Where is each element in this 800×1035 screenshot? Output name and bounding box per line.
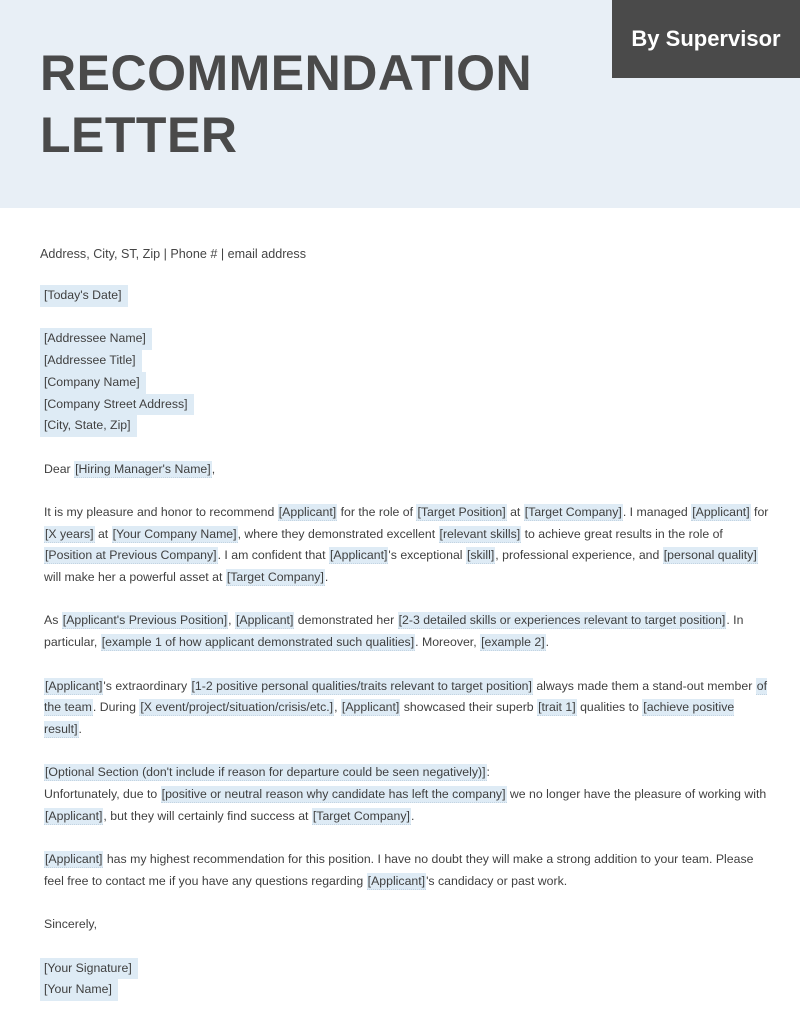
text: : — [486, 765, 490, 780]
salutation — [40, 459, 770, 481]
paragraph-1 — [40, 502, 770, 589]
text: 's extraordinary — [103, 678, 191, 693]
text: . Moreover, — [415, 635, 481, 650]
result-placeholder[interactable]: [achieve positive result] — [44, 700, 735, 736]
signature-placeholder[interactable]: [Your Signature] — [40, 958, 138, 980]
example-1-placeholder[interactable]: [example 1 of how applicant demonstrated such qualities] — [101, 635, 415, 650]
salutation-prefix: Dear — [44, 461, 75, 476]
text: Unfortunately, due to — [44, 787, 161, 802]
hiring-manager-placeholder[interactable]: [Hiring Manager's Name] — [75, 461, 211, 476]
paragraph-2 — [40, 610, 770, 653]
example-2-placeholder[interactable]: [example 2] — [481, 635, 545, 650]
title-line-1: RECOMMENDATION — [40, 45, 533, 101]
your-company-placeholder[interactable]: [Your Company Name] — [112, 526, 237, 541]
company-name-placeholder[interactable]: [Company Name] — [40, 372, 146, 394]
applicant-placeholder[interactable]: [Applicant] — [329, 548, 388, 563]
personal-qualities-placeholder[interactable]: [1-2 positive personal qualities/traits relevant to target position] — [191, 678, 532, 693]
text: , where they demonstrated excellent — [237, 526, 439, 541]
letter-body — [40, 244, 770, 1001]
text: always made them a stand-out member — [532, 678, 756, 693]
text: at — [506, 504, 524, 519]
text: , — [334, 700, 341, 715]
text: at — [94, 526, 112, 541]
date-placeholder[interactable]: [Today's Date] — [40, 285, 128, 307]
trait-placeholder[interactable]: [trait 1] — [538, 700, 576, 715]
applicant-placeholder[interactable]: [Applicant] — [692, 504, 750, 519]
text: As — [44, 613, 62, 628]
text: . — [78, 721, 82, 736]
city-state-zip-placeholder[interactable]: [City, State, Zip] — [40, 415, 137, 437]
applicant-placeholder[interactable]: [Applicant] — [45, 808, 103, 823]
team-highlight[interactable]: of the team — [44, 678, 767, 715]
text: to achieve great results in the role of — [521, 526, 723, 541]
paragraph-5 — [40, 849, 770, 892]
applicant-placeholder[interactable]: [Applicant] — [367, 873, 426, 888]
addressee-name-line — [40, 328, 770, 350]
company-street-placeholder[interactable]: [Company Street Address] — [40, 394, 194, 416]
applicant-placeholder[interactable]: [Applicant] — [45, 678, 103, 693]
text: . I am confident that — [217, 548, 329, 563]
text: will make her a powerful asset at — [44, 570, 226, 585]
text: . — [410, 808, 415, 823]
previous-position-placeholder[interactable]: [Applicant's Previous Position] — [62, 613, 228, 628]
applicant-placeholder[interactable]: [Applicant] — [341, 700, 400, 715]
text: . — [545, 635, 550, 650]
target-company-placeholder[interactable]: [Target Company] — [312, 808, 410, 823]
relevant-skills-placeholder[interactable]: [relevant skills] — [439, 526, 521, 541]
target-position-placeholder[interactable]: [Target Position] — [417, 504, 506, 519]
salutation-suffix: , — [211, 461, 216, 476]
page-title — [40, 42, 532, 166]
x-years-placeholder[interactable]: [X years] — [45, 526, 94, 541]
text: , but they will certainly find success at — [103, 808, 312, 823]
skill-placeholder[interactable]: [skill] — [466, 548, 495, 563]
addressee-title-placeholder[interactable]: [Addressee Title] — [40, 350, 142, 372]
addressee-name-placeholder[interactable]: [Addressee Name] — [40, 328, 152, 350]
text: has my highest recommendation for this position. I have no doubt they will make a strong addition to your team. Please feel free to contact me if you have any questions regarding — [44, 852, 754, 888]
skills-experiences-placeholder[interactable]: [2-3 detailed skills or experiences relevant to target position] — [398, 613, 726, 628]
title-line-2: LETTER — [40, 107, 238, 163]
text: 's exceptional — [388, 548, 466, 563]
by-supervisor-badge: By Supervisor — [612, 0, 800, 78]
text: we no longer have the pleasure of working with — [506, 787, 767, 802]
optional-section-note[interactable]: [Optional Section (don't include if reason for departure could be seen negatively)] — [45, 765, 486, 780]
contact-line: Address, City, ST, Zip | Phone # | email address — [40, 247, 306, 261]
text: , — [228, 613, 235, 628]
text: . — [324, 570, 329, 585]
text: . During — [92, 700, 140, 715]
personal-quality-placeholder[interactable]: [personal quality] — [663, 548, 757, 563]
city-state-zip-line — [40, 415, 770, 437]
closing: Sincerely, — [44, 917, 98, 932]
applicant-placeholder[interactable]: [Applicant] — [278, 504, 337, 519]
name-line — [40, 979, 770, 1001]
addressee-title-line — [40, 350, 770, 372]
previous-position-placeholder[interactable]: [Position at Previous Company] — [45, 548, 217, 563]
text: qualities to — [576, 700, 643, 715]
text: It is my pleasure and honor to recommend — [44, 504, 278, 519]
text: . In particular, — [44, 613, 744, 650]
date-line — [40, 285, 770, 307]
target-company-placeholder[interactable]: [Target Company] — [226, 570, 324, 585]
your-name-placeholder[interactable]: [Your Name] — [40, 979, 118, 1001]
signature-line — [40, 958, 770, 980]
text: for — [750, 504, 769, 519]
text: 's candidacy or past work. — [426, 873, 568, 888]
target-company-placeholder[interactable]: [Target Company] — [524, 504, 622, 519]
paragraph-3 — [40, 676, 770, 741]
header-band — [0, 0, 800, 208]
applicant-placeholder[interactable]: [Applicant] — [45, 852, 103, 867]
text: , professional experience, and — [495, 548, 663, 563]
text: for the role of — [337, 504, 417, 519]
company-street-line — [40, 394, 770, 416]
paragraph-4 — [40, 762, 770, 827]
text: . I managed — [622, 504, 692, 519]
text: demonstrated her — [294, 613, 398, 628]
text: showcased their superb — [400, 700, 538, 715]
company-name-line — [40, 372, 770, 394]
event-placeholder[interactable]: [X event/project/situation/crisis/etc.] — [140, 700, 334, 715]
applicant-placeholder[interactable]: [Applicant] — [235, 613, 294, 628]
departure-reason-placeholder[interactable]: [positive or neutral reason why candidate has left the company] — [161, 787, 506, 802]
